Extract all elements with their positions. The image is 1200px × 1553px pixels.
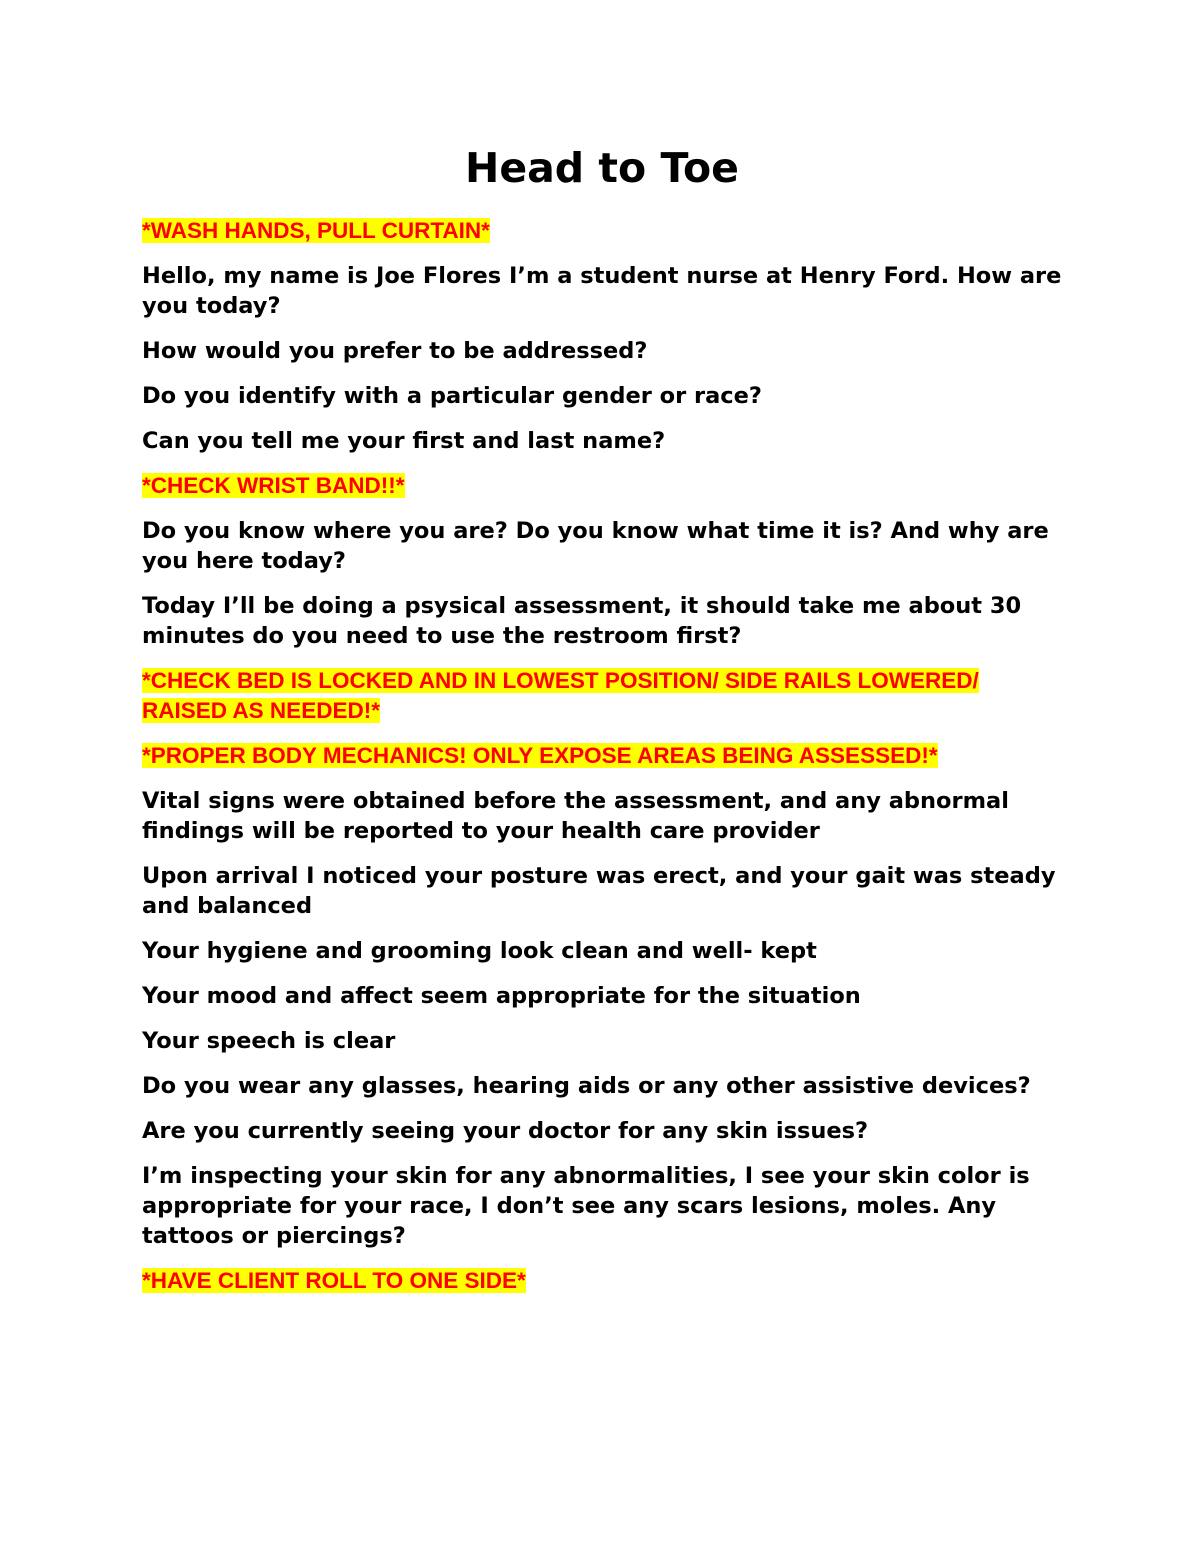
script-paragraph: How would you prefer to be addressed? [142,338,648,364]
script-paragraph: Upon arrival I noticed your posture was erect, and your gait was steady and balanced [142,863,1056,919]
alert-paragraph [142,1266,1062,1296]
script-paragraph: Your mood and affect seem appropriate for the situation [142,983,861,1009]
script-paragraph: Are you currently seeing your doctor for any skin issues? [142,1118,869,1144]
script-paragraph: Can you tell me your first and last name? [142,428,666,454]
document-body [142,216,1062,1296]
script-paragraph: I’m inspecting your skin for any abnormalities, I see your skin color is appropriate for your race, I don’t see any scars lesions, moles. Any tattoos or piercings? [142,1163,1030,1249]
alert-paragraph [142,216,1062,246]
script-paragraph: Do you identify with a particular gender or race? [142,383,762,409]
highlighted-alert-text: *CHECK WRIST BAND!!* [142,473,405,498]
document-page [142,140,1062,1311]
alert-paragraph [142,471,1062,501]
script-paragraph: Your hygiene and grooming look clean and well- kept [142,938,817,964]
script-paragraph: Today I’ll be doing a psysical assessment, it should take me about 30 minutes do you need to use the restroom first? [142,593,1022,649]
alert-paragraph [142,741,1062,771]
script-paragraph: Hello, my name is Joe Flores I’m a student nurse at Henry Ford. How are you today? [142,263,1062,319]
document-title: Head to Toe [465,144,739,192]
script-paragraph: Do you wear any glasses, hearing aids or any other assistive devices? [142,1073,1031,1099]
highlighted-alert-text: *HAVE CLIENT ROLL TO ONE SIDE* [142,1268,526,1293]
alert-paragraph [142,666,1062,726]
highlighted-alert-text: *PROPER BODY MECHANICS! ONLY EXPOSE AREAS BEING ASSESSED!* [142,743,938,768]
script-paragraph: Your speech is clear [142,1028,396,1054]
script-paragraph: Do you know where you are? Do you know what time it is? And why are you here today? [142,518,1049,574]
highlighted-alert-text: *CHECK BED IS LOCKED AND IN LOWEST POSITION/ SIDE RAILS LOWERED/ RAISED AS NEEDED!* [142,668,979,723]
script-paragraph: Vital signs were obtained before the assessment, and any abnormal findings will be reported to your health care provider [142,788,1009,844]
highlighted-alert-text: *WASH HANDS, PULL CURTAIN* [142,218,490,243]
